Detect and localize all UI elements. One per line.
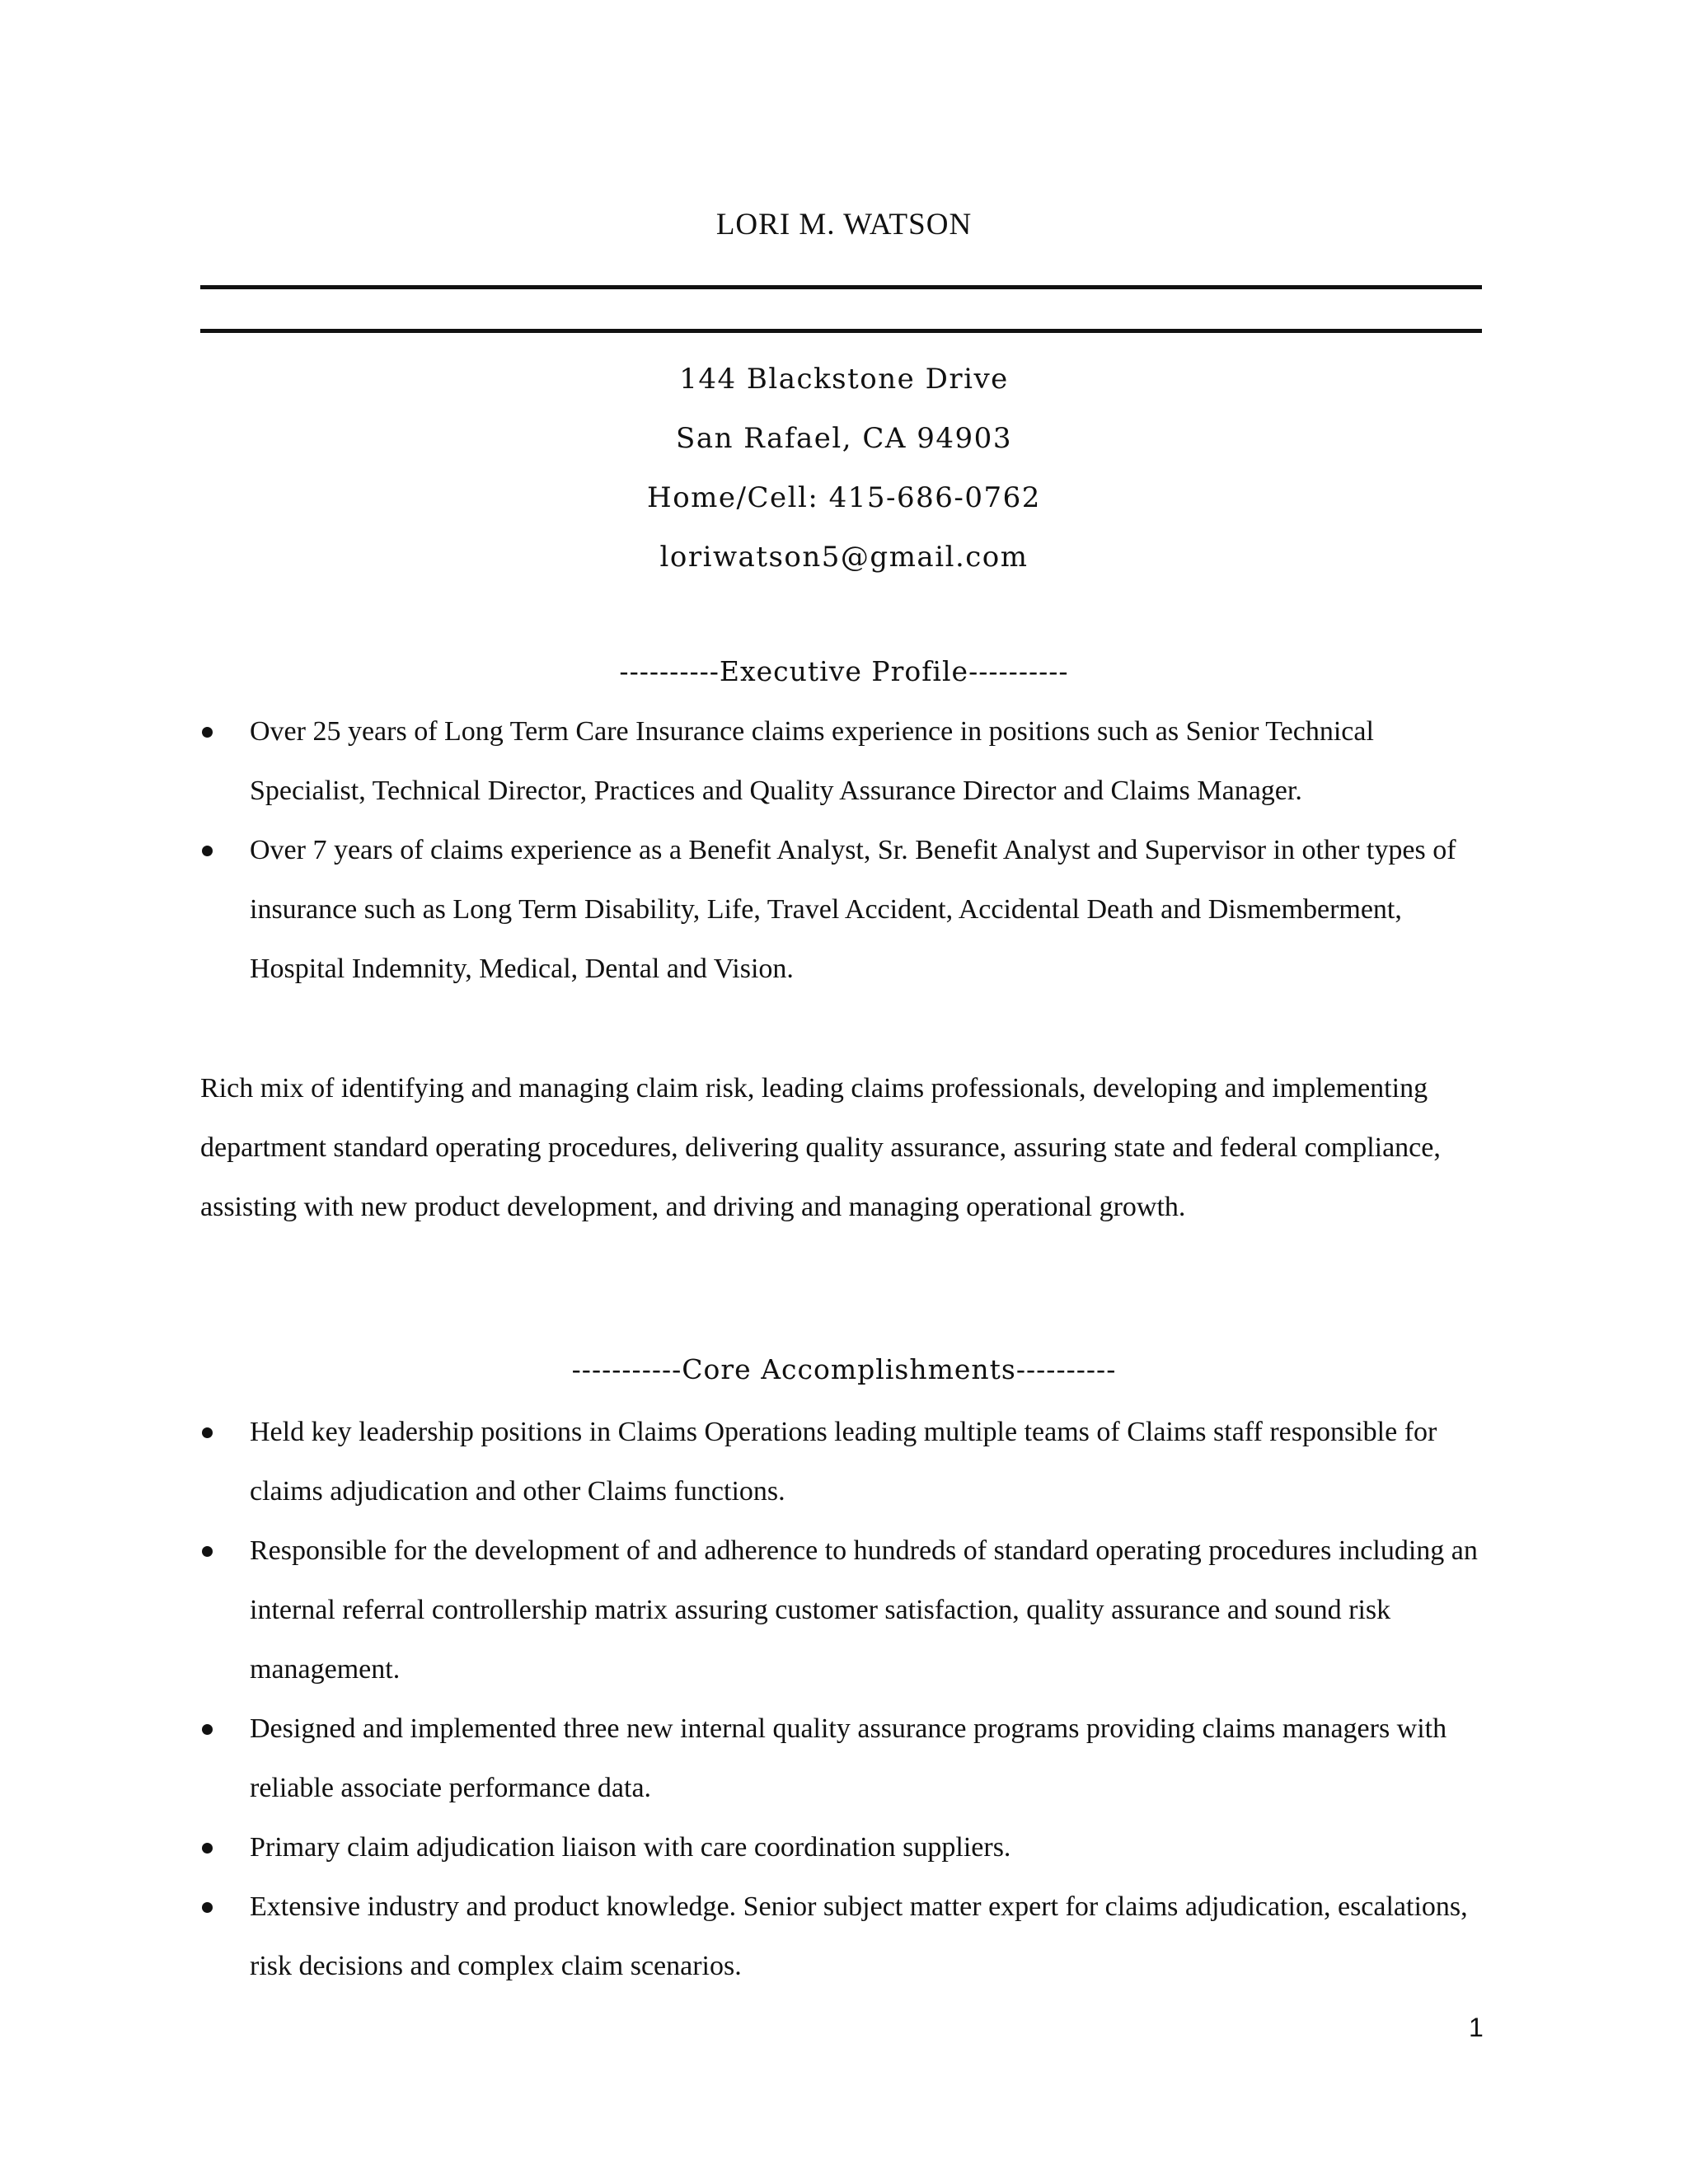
list-item-text: Primary claim adjudication liaison with care coordination suppliers. bbox=[250, 1832, 1011, 1863]
list-item bbox=[200, 1403, 1494, 1521]
executive-profile-heading: ----------Executive Profile---------- bbox=[619, 655, 1069, 687]
executive-summary-paragraph: Rich mix of identifying and managing claim risk, leading claims professionals, developing and implementing department standard operating procedures, delivering quality assurance, assuring state and federal compliance, assisting with new product development, and driving and managing operational growth. bbox=[200, 1073, 1441, 1222]
list-item-text: Extensive industry and product knowledge. Senior subject matter expert for claims adjudication, escalations, risk decisions and complex claim scenarios. bbox=[250, 1891, 1468, 1981]
bullet-icon bbox=[202, 1902, 213, 1913]
list-item-text: Over 7 years of claims experience as a Benefit Analyst, Sr. Benefit Analyst and Supervisor in other types of insurance such as Long Term Disability, Life, Travel Accident, Accidental Death and Dismemberment, Hospital Indemnity, Medical, Dental and Vision. bbox=[250, 835, 1456, 984]
list-item bbox=[200, 821, 1494, 999]
list-item bbox=[200, 1521, 1494, 1699]
list-item bbox=[200, 1877, 1494, 1996]
list-item-text: Responsible for the development of and adherence to hundreds of standard operating procedures including an internal referral controllership matrix assuring customer satisfaction, quality assurance and sound risk management. bbox=[250, 1535, 1478, 1685]
bullet-icon bbox=[202, 1546, 213, 1557]
bullet-icon bbox=[202, 846, 213, 856]
address-line-2: San Rafael, CA 94903 bbox=[676, 422, 1012, 455]
list-item-text: Designed and implemented three new internal quality assurance programs providing claims managers with reliable associate performance data. bbox=[250, 1713, 1447, 1803]
contact-block bbox=[0, 349, 1688, 587]
bullet-icon bbox=[202, 1427, 213, 1438]
candidate-name: LORI M. WATSON bbox=[715, 208, 973, 241]
bullet-icon bbox=[202, 727, 213, 738]
list-item-text: Over 25 years of Long Term Care Insurance claims experience in positions such as Senior Technical Specialist, Technical Director, Practices and Quality Assurance Director and Claims Manager. bbox=[250, 716, 1374, 806]
list-item bbox=[200, 702, 1494, 821]
email-address: loriwatson5@gmail.com bbox=[659, 541, 1029, 574]
page-number: 1 bbox=[1469, 2013, 1484, 2042]
list-item bbox=[200, 1699, 1494, 1818]
executive-profile-list bbox=[200, 702, 1494, 999]
core-accomplishments-heading: -----------Core Accomplishments---------- bbox=[571, 1353, 1117, 1385]
bullet-icon bbox=[202, 1724, 213, 1735]
header-divider-bottom bbox=[200, 329, 1482, 333]
bullet-icon bbox=[202, 1843, 213, 1854]
header-divider-top bbox=[200, 285, 1482, 289]
list-item-text: Held key leadership positions in Claims Operations leading multiple teams of Claims staff responsible for claims adjudication and other Claims functions. bbox=[250, 1417, 1437, 1507]
phone-number: Home/Cell: 415-686-0762 bbox=[647, 481, 1041, 514]
address-line-1: 144 Blackstone Drive bbox=[679, 363, 1009, 396]
core-accomplishments-list bbox=[200, 1403, 1494, 1996]
list-item bbox=[200, 1818, 1494, 1877]
